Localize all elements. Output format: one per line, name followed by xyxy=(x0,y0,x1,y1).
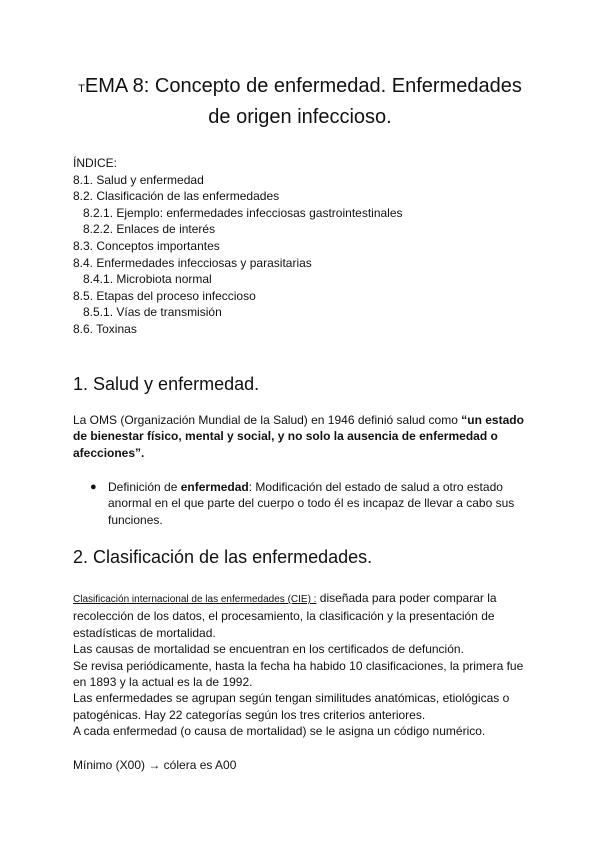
title-line-2: de origen infeccioso. xyxy=(208,106,392,128)
who-definition-quote: “un estado de bienestar físico, mental y social, y no solo la ausencia de enfermedad o afecciones”. xyxy=(73,413,524,460)
toc-subitem: 8.4.1. Microbiota normal xyxy=(83,272,212,287)
mortality-causes-line: Las causas de mortalidad se encuentran en los certificados de defunción. xyxy=(73,642,464,657)
code-example: Mínimo (X00) → cólera es A00 xyxy=(73,758,237,772)
cie-label: Clasificación internacional de las enfermedades (CIE) : xyxy=(73,594,317,605)
bullet-prefix: Definición de xyxy=(108,480,181,494)
toc-item: 8.6. Toxinas xyxy=(73,321,137,336)
revisions-line: Se revisa periódicamente, hasta la fecha ha habido 10 clasificaciones, la primera fue en 1893 y la actual es la de 1992. xyxy=(73,658,524,690)
grouping-line: Las enfermedades se agrupan según tengan similitudes anatómicas, etiológicas o patogénicas. Hay 22 categorías según los tres criterios anteriores. xyxy=(73,691,510,722)
title-line-1 xyxy=(40,72,560,103)
section-2-body xyxy=(73,590,535,740)
bullet-text xyxy=(108,479,528,528)
numeric-code-line: A cada enfermedad (o causa de mortalidad) se le asigna un código numérico. xyxy=(73,724,486,739)
toc-item: 8.1. Salud y enfermedad xyxy=(73,172,204,187)
bullet-term: enfermedad xyxy=(180,480,249,494)
bullet-definition: : Modificación del estado de salud a otro estado anormal en el que parte del cuerpo o todo él es incapaz de llevar a cabo sus funciones. xyxy=(108,480,515,527)
section-1-paragraph xyxy=(73,412,535,461)
toc-heading: ÍNDICE: xyxy=(73,156,118,170)
cie-description: diseñada para poder comparar la recolección de los datos, el procesamiento, la clasificación y la presentación de estadísticas de mortalidad. xyxy=(73,591,497,640)
toc-item: 8.4. Enfermedades infecciosas y parasitarias xyxy=(73,255,312,270)
toc-item: 8.5. Etapas del proceso infeccioso xyxy=(73,288,256,303)
toc-item: 8.3. Conceptos importantes xyxy=(73,238,220,253)
toc-item: 8.2. Clasificación de las enfermedades xyxy=(73,189,280,204)
table-of-contents xyxy=(73,155,533,338)
document-title xyxy=(40,72,560,131)
section-2-heading: 2. Clasificación de las enfermedades. xyxy=(73,547,373,567)
section-1-heading: 1. Salud y enfermedad. xyxy=(73,374,260,394)
bullet-dot-icon: ● xyxy=(90,481,97,493)
title-first-letter: T xyxy=(78,83,85,95)
toc-subitem: 8.5.1. Vías de transmisión xyxy=(83,305,222,320)
who-definition-text: La OMS (Organización Mundial de la Salud) en 1946 definió salud como xyxy=(73,413,462,427)
cie-paragraph xyxy=(73,590,535,641)
toc-subitem: 8.2.2. Enlaces de interés xyxy=(83,222,216,237)
title-line-1-text: EMA 8: Concepto de enfermedad. Enfermedades xyxy=(84,75,522,97)
toc-subitem: 8.2.1. Ejemplo: enfermedades infecciosas gastrointestinales xyxy=(83,205,403,220)
